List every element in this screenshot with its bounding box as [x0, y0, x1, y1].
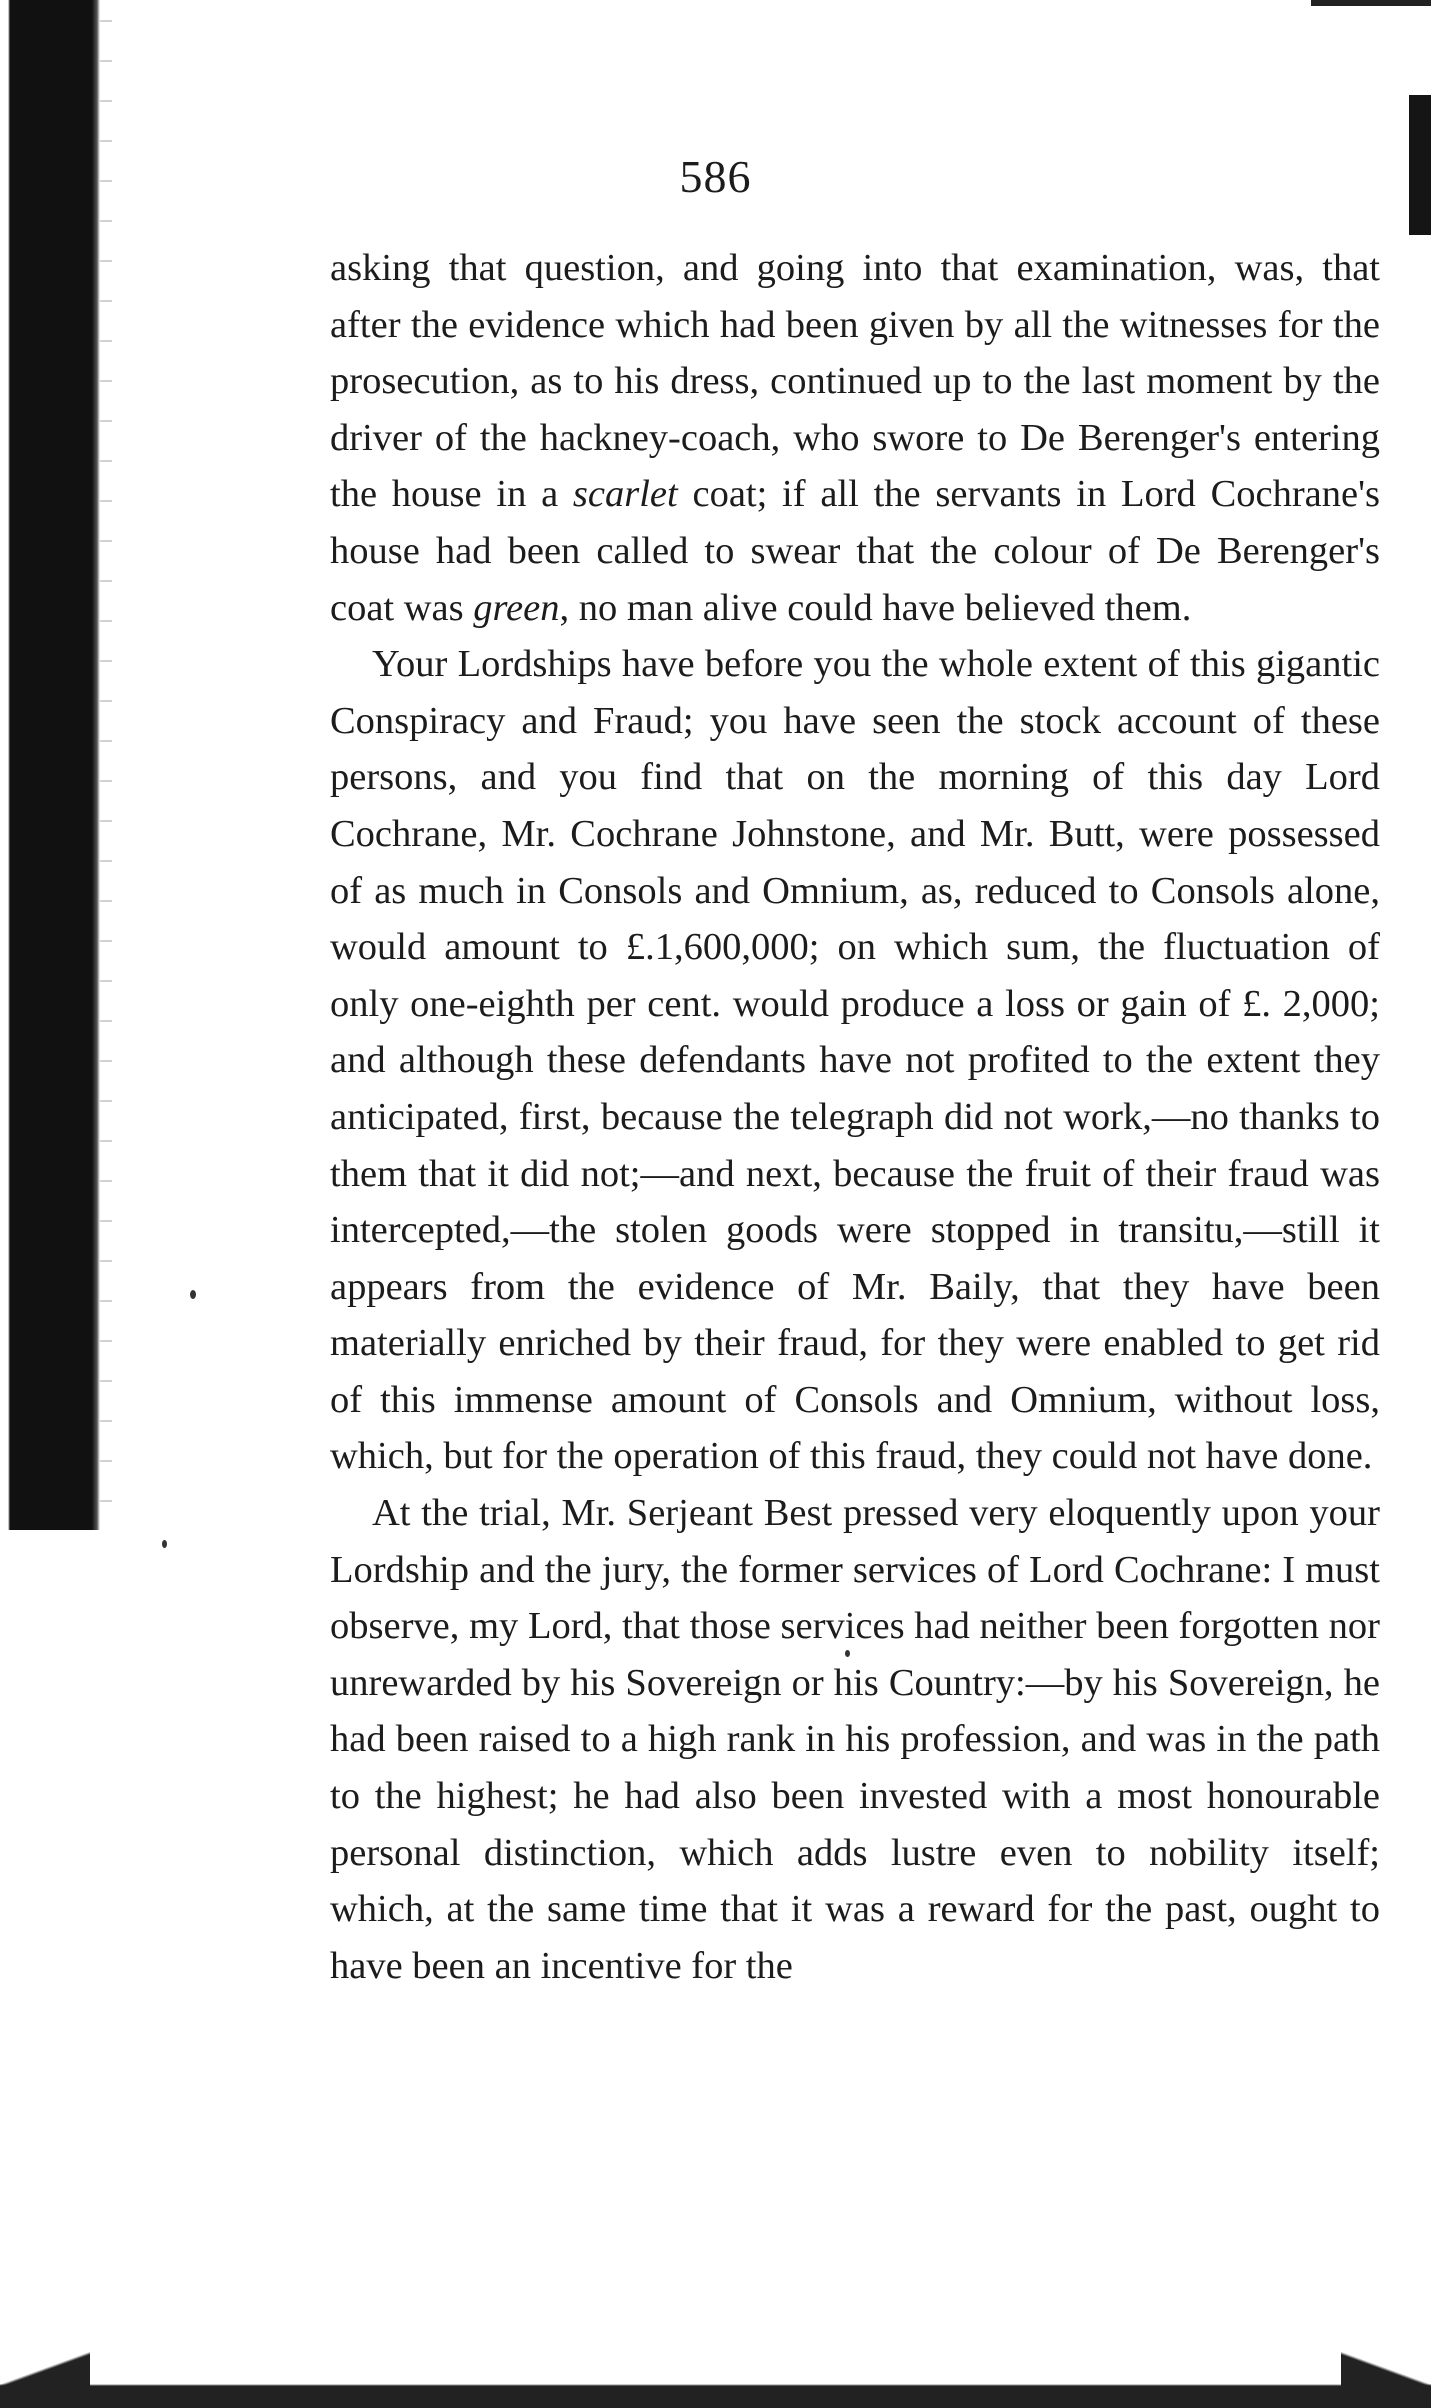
bottom-edge-artifact [0, 2368, 1431, 2408]
ink-speck [162, 1540, 167, 1548]
text-segment: asking that question, and going into that examination, was, that after the evidence which had been given by all the witnesses for the prosecution, as to his dress, continued up to the last moment by the driver of the hackney-coach, who swore to De Berenger's entering the house in a [330, 247, 1380, 516]
bottom-left-artifact [0, 2338, 90, 2408]
text-segment: , no man alive could have believed them. [559, 586, 1192, 629]
paragraph-2 [330, 636, 1380, 1485]
text-segment: coat; if all the servants in Lord Cochrane's house had been called to swear that the colour of De Berenger's coat was [330, 473, 1381, 629]
italic-word-scarlet: scarlet [572, 473, 678, 516]
italic-word-green: green [473, 586, 560, 629]
binding-shadow [0, 0, 100, 1530]
body-text [330, 240, 1380, 1994]
text-segment: Your Lordships have before you the whole extent of this gigantic Conspiracy and Fraud; you have seen the stock account of these persons, and you find that on the morning of this day Lord Cochrane, Mr. Cochrane Johnstone, and Mr. Butt, were possessed of as much in Consols and Omnium, as, reduced to Consols alone, would amount to £.1,600,000; on which sum, the fluctuation of only one-eighth per cent. would produce a loss or gain of £. 2,000; and although these defendants have not profited to the extent they anticipated, first, because the telegraph did not work,—no thanks to them that it did not;—and next, because the fruit of their fraud was intercepted,—the stolen goods were stopped in transitu,—still it appears from the evidence of Mr. Baily, that they have been materially enriched by their fraud, for they were enabled to get rid of this immense amount of Consols and Omnium, without loss, which, but for the operation of this fraud, they could not have done. [330, 643, 1380, 1478]
ink-speck [190, 1290, 196, 1299]
paragraph-1 [330, 240, 1380, 636]
bottom-right-artifact [1341, 2338, 1431, 2408]
page-number: 586 [679, 151, 752, 202]
top-edge-artifact [1311, 0, 1431, 6]
paragraph-3 [330, 1485, 1380, 1994]
binding-edge-marks [100, 0, 112, 1530]
text-segment: At the trial, Mr. Serjeant Best pressed very eloquently upon your Lordship and the jury, the former services of Lord Cochrane: I must observe, my Lord, that those services had neither been forgotten nor unrewarded by his Sovereign or his Country:—by his Sovereign, he had been raised to a high rank in his profession, and was in the path to the highest; he had also been invested with a most honourable personal distinction, which adds lustre even to nobility itself; which, at the same time that it was a reward for the past, ought to have been an incentive for the [330, 1492, 1380, 1987]
